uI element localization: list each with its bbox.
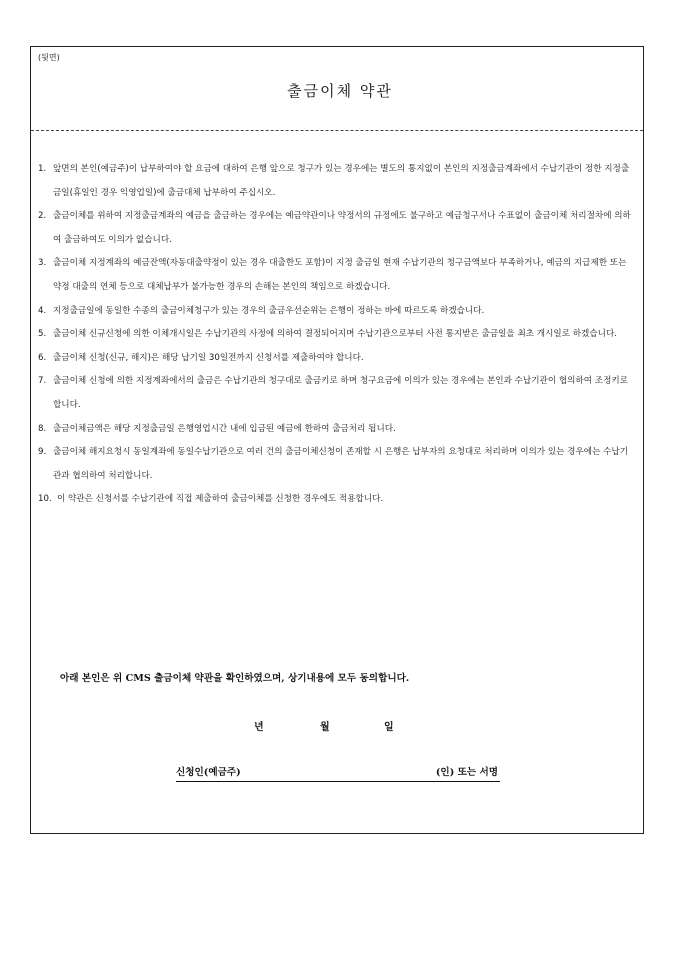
term-text: 출금이체 신청에 의한 지정계좌에서의 출금은 수납기관의 청구대로 출금키로 하며 청구요금에 이의가 있는 경우에는 본인과 수납기관이 협의하여 조정키로 합니다. [53, 376, 629, 410]
term-item [38, 323, 636, 347]
term-item [38, 418, 636, 442]
term-item [38, 252, 636, 299]
term-number: 6. [38, 352, 47, 363]
signature-line [176, 766, 500, 782]
term-number: 2. [38, 211, 47, 222]
term-item [38, 488, 636, 512]
term-text: 출금이체금액은 해당 지정출금일 은행영업시간 내에 입금된 예금에 한하여 출금처리 됩니다. [53, 423, 396, 434]
term-item [38, 347, 636, 371]
term-item [38, 158, 636, 205]
date-row [0, 718, 680, 734]
applicant-label: 신청인(예금주) [176, 767, 241, 778]
year-label: 년 [254, 722, 264, 733]
day-label: 일 [384, 722, 394, 733]
seal-or-signature-label: (인) 또는 서명 [435, 767, 498, 778]
term-item [38, 300, 636, 324]
term-number: 3. [38, 258, 47, 269]
month-label: 월 [320, 722, 330, 733]
terms-list [38, 158, 636, 512]
term-number: 1. [38, 164, 47, 174]
dashed-divider [31, 130, 643, 131]
term-item [38, 205, 636, 252]
back-side-label: (뒷면) [38, 53, 60, 62]
term-text: 출금이체 신청(신규, 해지)은 해당 납기일 30일전까지 신청서를 제출하여야 합니다. [53, 352, 364, 363]
page-title: 출금이체 약관 [287, 82, 393, 100]
term-number: 5. [38, 329, 47, 340]
term-text: 출금이체 해지요청시 동일계좌에 동일수납기관으로 여러 건의 출금이체신청이 존재할 시 은행은 납부자의 요청대로 처리하며 이의가 있는 경우에는 수납기관과 협의하여 처리합니다. [53, 447, 629, 481]
term-number: 4. [38, 305, 47, 316]
term-text: 이 약관은 신청서를 수납기관에 직접 제출하여 출금이체를 신청한 경우에도 적용합니다. [57, 494, 384, 505]
agreement-statement: 아래 본인은 위 CMS 출금이체 약관을 확인하였으며, 상기내용에 모두 동의합니다. [60, 673, 410, 684]
term-item [38, 441, 636, 488]
term-number: 10. [38, 494, 52, 505]
term-number: 8. [38, 423, 47, 434]
term-text: 출금이체 지정계좌의 예금잔액(자동대출약정이 있는 경우 대출한도 포함)이 지정 출금일 현재 수납기관의 청구금액보다 부족하거나, 예금의 지급제한 또는 약정 대출의 연체 등으로 대체납부가 불가능한 경우의 손해는 본인의 책임으로 하겠습니다. [53, 258, 627, 292]
term-text: 출금이체를 위하여 지정출금계좌의 예금을 출금하는 경우에는 예금약관이나 약정서의 규정에도 불구하고 예금청구서나 수표없이 출금이체 처리절차에 의하여 출금하여도 이의가 없습니다. [53, 211, 631, 245]
term-text: 출금이체 신규신청에 의한 이체개시일은 수납기관의 사정에 의하여 결정되어지며 수납기관으로부터 사전 통지받은 출금일을 최초 개시일로 하겠습니다. [53, 329, 617, 340]
term-number: 7. [38, 376, 47, 387]
term-number: 9. [38, 447, 47, 458]
term-text: 앞면의 본인(예금주)이 납부하여야 할 요금에 대하여 은행 앞으로 청구가 있는 경우에는 별도의 통지없이 본인의 지정출금계좌에서 수납기관이 정한 지정출금일(휴일인 경우 익영업일)에 출금대체 납부하여 주십시오. [53, 164, 630, 198]
term-text: 지정출금일에 동일한 수종의 출금이체청구가 있는 경우의 출금우선순위는 은행이 정하는 바에 따르도록 하겠습니다. [53, 305, 485, 316]
term-item [38, 370, 636, 417]
